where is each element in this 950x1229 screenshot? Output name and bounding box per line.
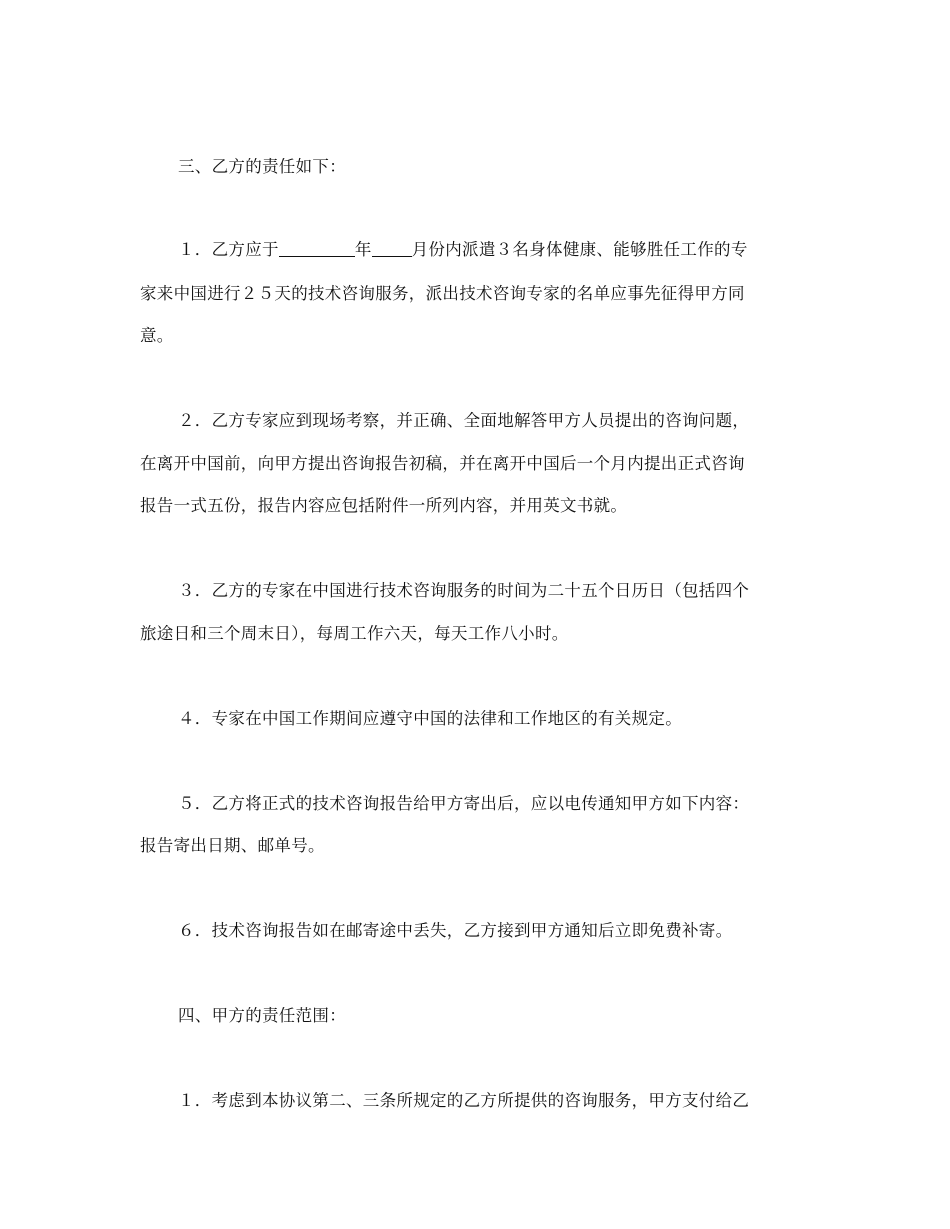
s3-item-2-line-1: ２．乙方专家应到现场考察，并正确、全面地解答甲方人员提出的咨询问题，	[178, 411, 750, 430]
month-blank	[372, 240, 412, 257]
section-4-heading: 四、甲方的责任范围：	[178, 1006, 346, 1025]
s4-item-1-line-1: １．考虑到本协议第二、三条所规定的乙方所提供的咨询服务，甲方支付给乙	[178, 1091, 750, 1110]
s3-item-1-text-c: 月份内派遣３名身体健康、能够胜任工作的专	[411, 240, 748, 259]
s3-item-1-line-3: 意。	[140, 326, 174, 345]
year-blank	[279, 240, 355, 257]
s3-item-2-line-3: 报告一式五份，报告内容应包括附件一所列内容，并用英文书就。	[140, 496, 628, 515]
s3-item-6-line-1: ６．技术咨询报告如在邮寄途中丢失，乙方接到甲方通知后立即免费补寄。	[178, 921, 733, 940]
s3-item-1-text-b: 年	[354, 240, 372, 259]
s3-item-3-line-2: 旅途日和三个周末日），每周工作六天，每天工作八小时。	[140, 624, 569, 643]
section-3-heading: 三、乙方的责任如下：	[178, 157, 346, 176]
s3-item-5-line-1: ５．乙方将正式的技术咨询报告给甲方寄出后，应以电传通知甲方如下内容：	[178, 794, 750, 813]
s3-item-1-line-2: 家来中国进行２５天的技术咨询服务，派出技术咨询专家的名单应事先征得甲方同	[140, 284, 745, 303]
s3-item-4-line-1: ４．专家在中国工作期间应遵守中国的法律和工作地区的有关规定。	[178, 709, 682, 728]
s3-item-3-line-1: ３．乙方的专家在中国进行技术咨询服务的时间为二十五个日历日（包括四个	[178, 581, 750, 600]
s3-item-1-line-1	[178, 238, 820, 262]
s3-item-5-line-2: 报告寄出日期、邮单号。	[140, 836, 325, 855]
s3-item-1-text-a: １．乙方应于	[178, 240, 279, 259]
s3-item-2-line-2: 在离开中国前，向甲方提出咨询报告初稿，并在离开中国后一个月内提出正式咨询	[140, 454, 745, 473]
